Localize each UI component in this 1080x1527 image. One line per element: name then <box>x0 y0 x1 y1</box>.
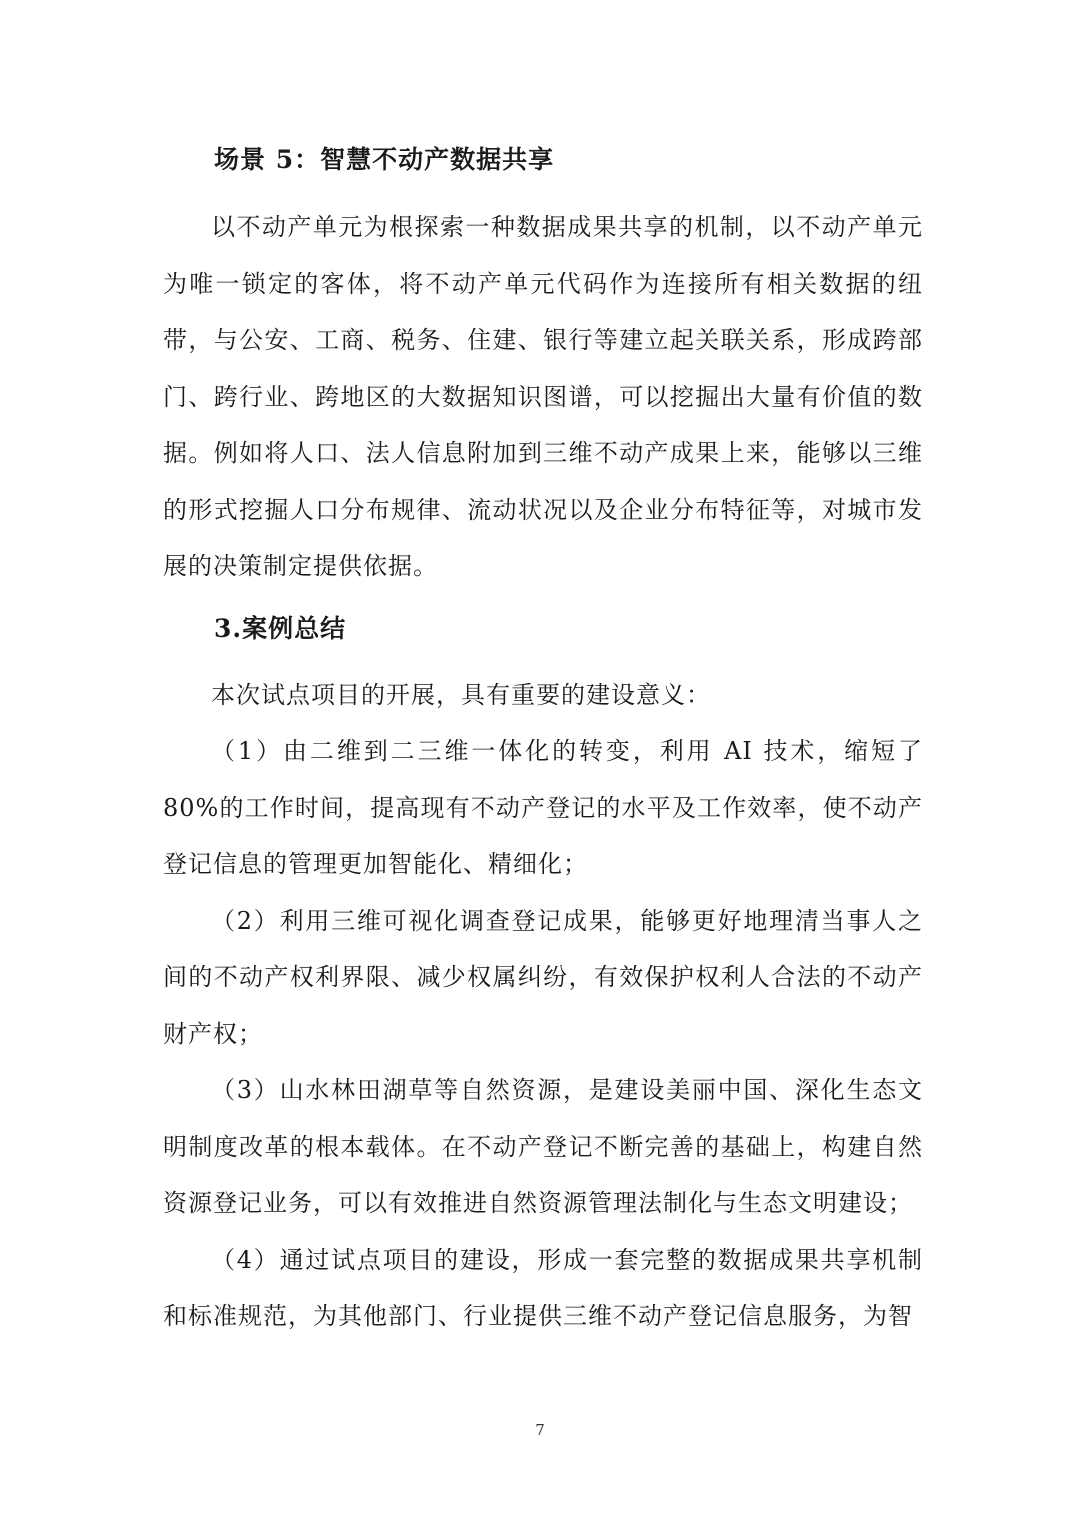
section-paragraph: 以不动产单元为根探索一种数据成果共享的机制，以不动产单元为唯一锁定的客体，将不动产单元代码作为连接所有相关数据的纽带，与公安、工商、税务、住建、银行等建立起关联关系，形成跨部门、跨行业、跨地区的大数据知识图谱，可以挖掘出大量有价值的数据。例如将人口、法人信息附加到三维不动产成果上来，能够以三维的形式挖掘人口分布规律、流动状况以及企业分布特征等，对城市发展的决策制定提供依据。 <box>163 213 923 580</box>
summary-item-4: （4）通过试点项目的建设，形成一套完整的数据成果共享机制和标准规范，为其他部门、行业提供三维不动产登记信息服务，为智 <box>163 1245 923 1330</box>
summary-item-1: （1）由二维到二三维一体化的转变，利用 AI 技术，缩短了 80%的工作时间，提高现有不动产登记的水平及工作效率，使不动产登记信息的管理更加智能化、精细化； <box>163 737 923 878</box>
summary-item-2: （2）利用三维可视化调查登记成果，能够更好地理清当事人之间的不动产权利界限、减少权属纠纷，有效保护权利人合法的不动产财产权； <box>163 906 923 1048</box>
summary-item-3: （3）山水林田湖草等自然资源，是建设美丽中国、深化生态文明制度改革的根本载体。在不动产登记不断完善的基础上，构建自然资源登记业务，可以有效推进自然资源管理法制化与生态文明建设； <box>163 1076 923 1217</box>
summary-heading: 3.案例总结 <box>214 613 347 643</box>
page-number: 7 <box>535 1421 545 1439</box>
summary-intro: 本次试点项目的开展，具有重要的建设意义： <box>211 680 711 709</box>
page-content <box>163 138 923 1345</box>
section-heading: 场景 5：智慧不动产数据共享 <box>214 145 555 174</box>
